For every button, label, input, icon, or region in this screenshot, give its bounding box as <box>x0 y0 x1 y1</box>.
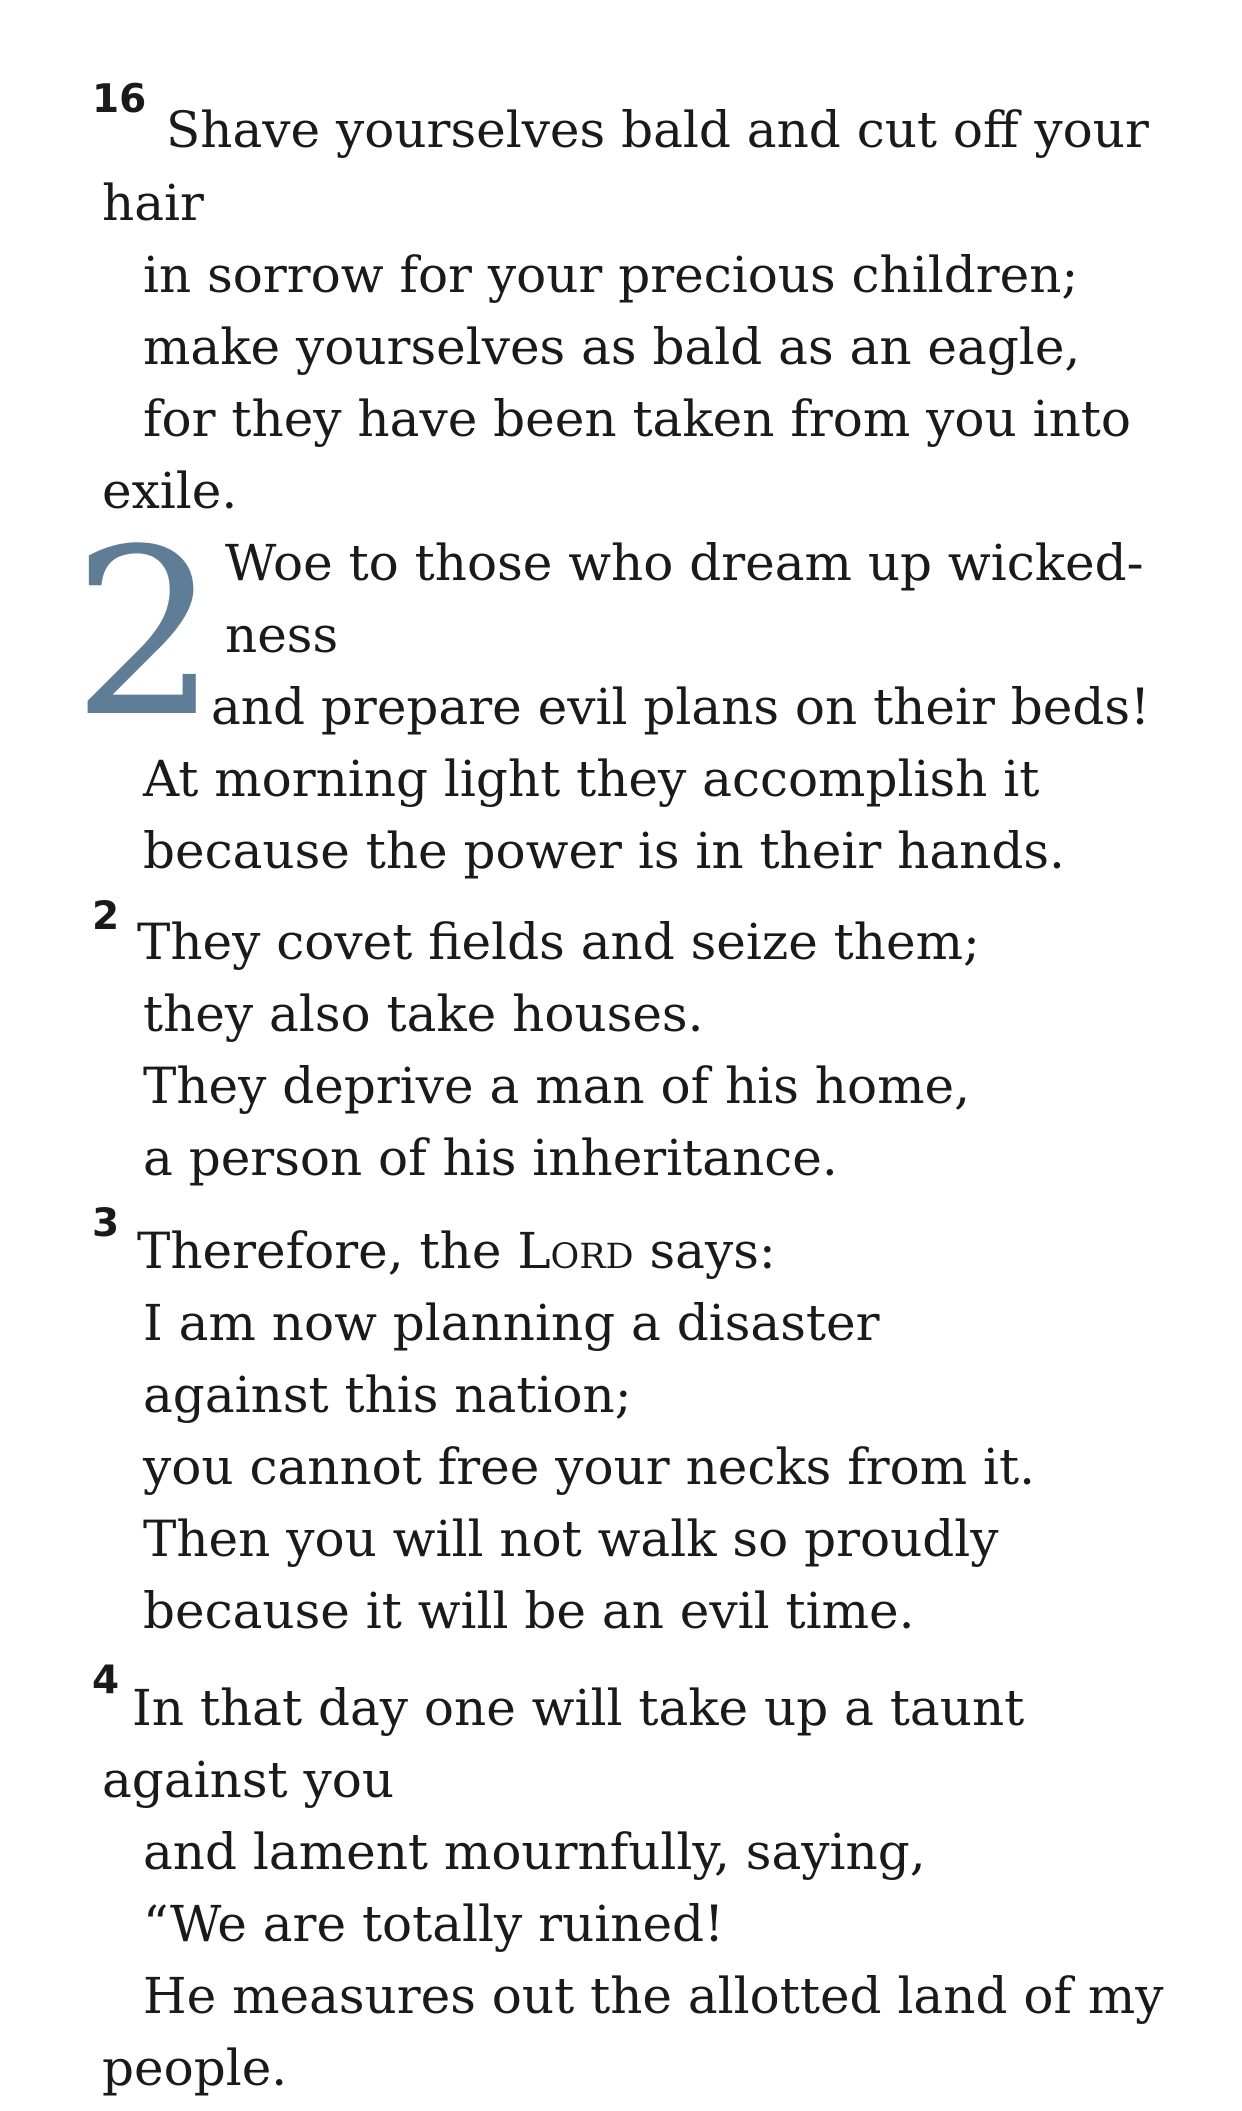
verse-line: “We are totally ruined! <box>143 1895 725 1953</box>
verse-line: hair <box>102 174 204 232</box>
verse-line: people. <box>102 2039 288 2097</box>
verse-line: and lament mournfully, saying, <box>143 1823 926 1881</box>
verse-line: they also take houses. <box>143 985 704 1043</box>
verse-line: against this nation; <box>143 1366 632 1424</box>
verse-line: Woe to those who dream up wicked- <box>225 534 1144 592</box>
verse-line: In that day one will take up a taunt <box>132 1679 1025 1737</box>
verse-line: and prepare evil plans on their beds! <box>211 678 1151 736</box>
verse-line: you cannot free your necks from it. <box>143 1438 1036 1496</box>
verse-text: says: <box>633 1222 776 1280</box>
verse-line: They covet fields and seize them; <box>137 913 980 971</box>
verse-line: At morning light they accomplish it <box>143 750 1040 808</box>
chapter-number: 2 <box>72 501 219 768</box>
verse-line: I am now planning a disaster <box>143 1294 880 1352</box>
verse-line: because the power is in their hands. <box>143 822 1065 880</box>
verse-line: Then you will not walk so proudly <box>143 1510 999 1568</box>
divine-name: Lord <box>517 1222 634 1280</box>
verse-line: make yourselves as bald as an eagle, <box>143 318 1081 376</box>
verse-line: Shave yourselves bald and cut off your <box>166 101 1149 159</box>
verse-line: They deprive a man of his home, <box>143 1057 970 1115</box>
verse-number: 3 <box>92 1201 120 1246</box>
verse-line: in sorrow for your precious children; <box>143 246 1079 304</box>
verse-line: a person of his inheritance. <box>143 1129 838 1187</box>
verse-number: 4 <box>92 1658 120 1703</box>
verse-line: exile. <box>102 462 238 520</box>
verse-number: 16 <box>92 77 147 122</box>
verse-line: He measures out the allotted land of my <box>143 1967 1164 2025</box>
verse-line: ness <box>225 606 339 664</box>
verse-text: Therefore, the <box>137 1222 518 1280</box>
verse-line: against you <box>102 1751 395 1809</box>
verse-line: for they have been taken from you into <box>143 390 1131 448</box>
verse-line: because it will be an evil time. <box>143 1582 915 1640</box>
verse-number: 2 <box>92 894 120 939</box>
verse-line <box>137 1222 776 1280</box>
